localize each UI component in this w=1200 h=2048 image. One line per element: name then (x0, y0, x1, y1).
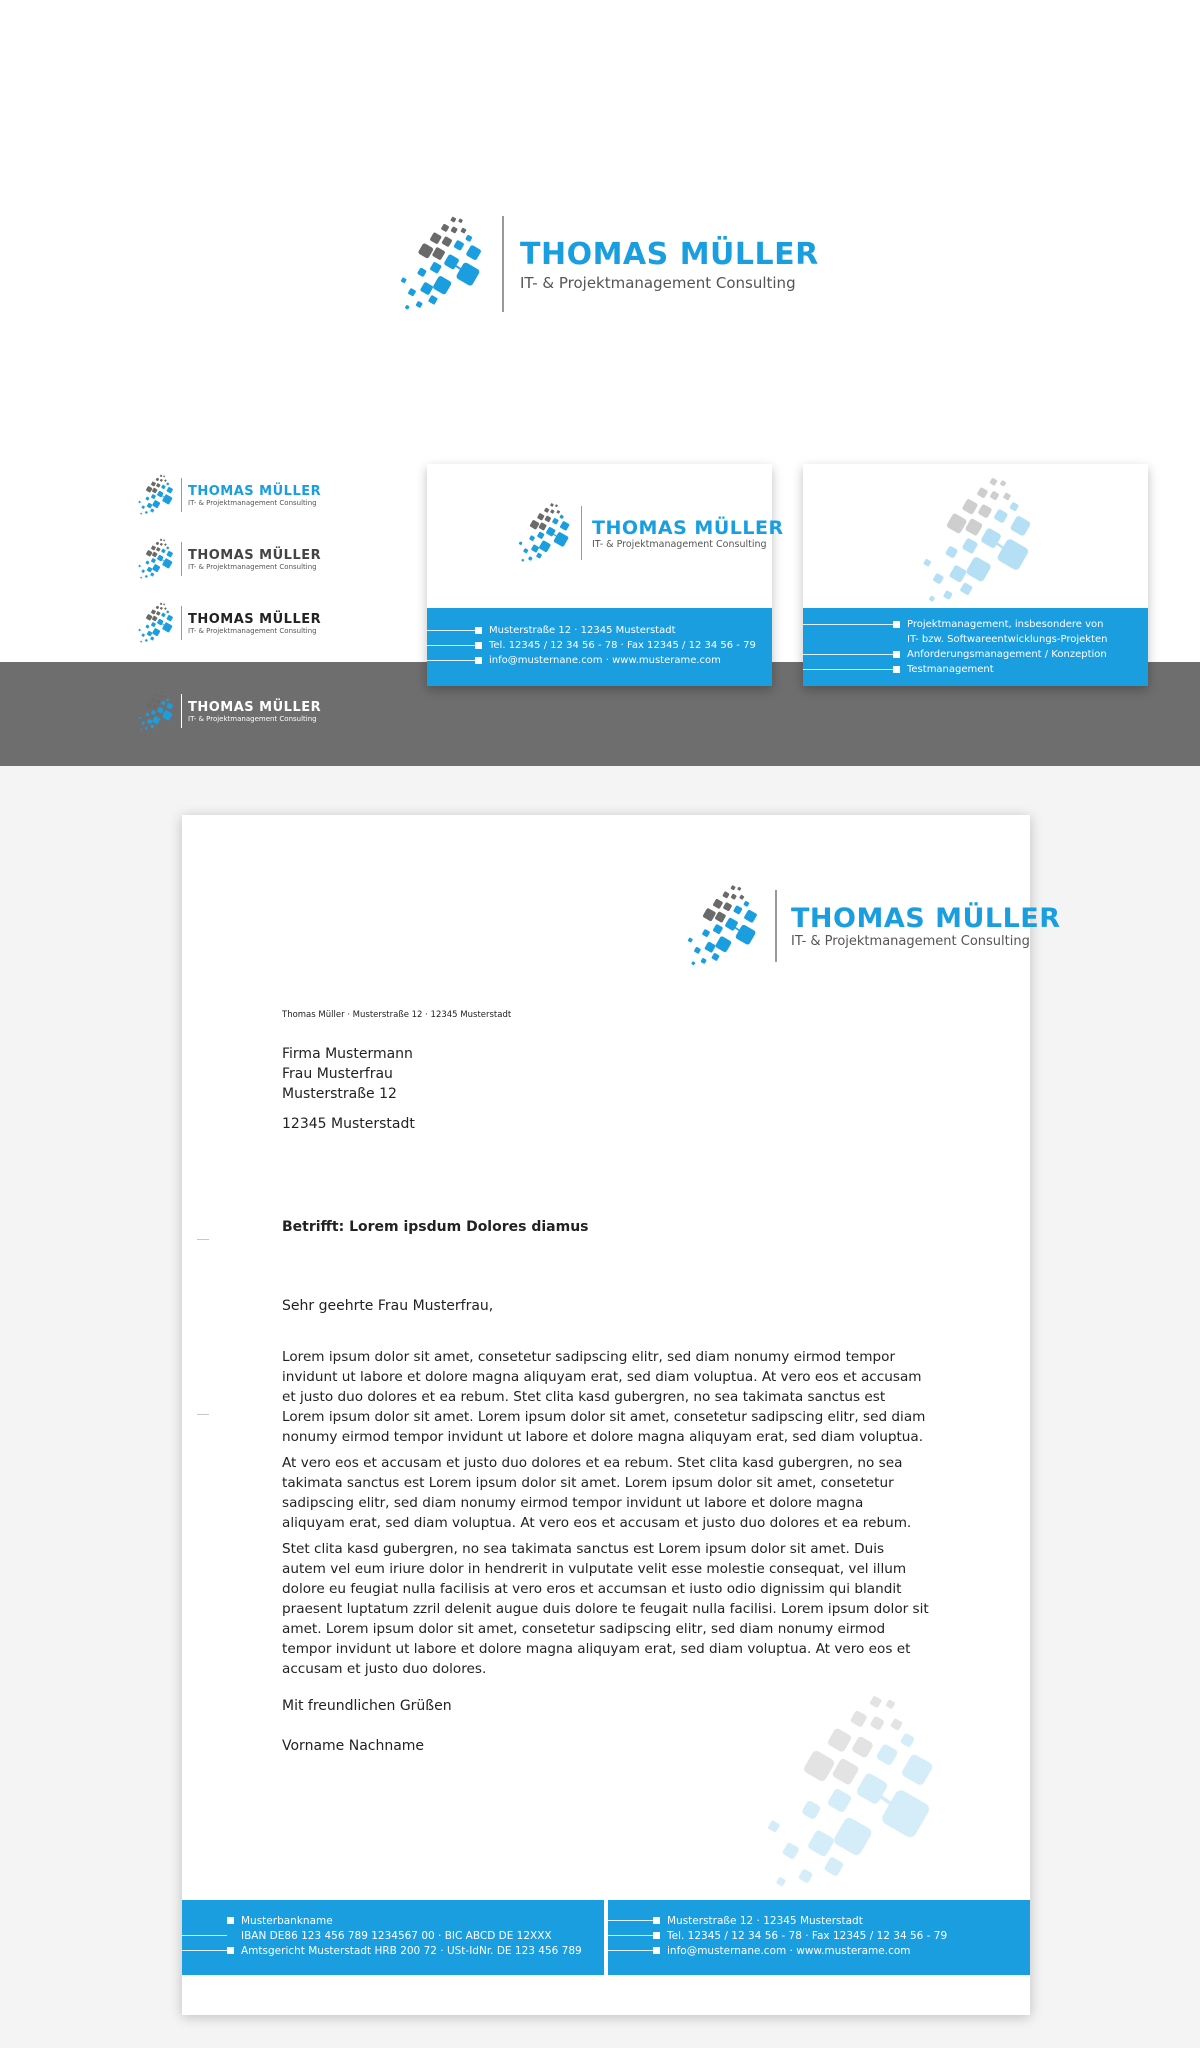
footer-line: Tel. 12345 / 12 34 56 - 78 · Fax 12345 / 12 34 56 - 79 (608, 1928, 947, 1943)
logo-tagline: IT- & Projektmanagement Consulting (188, 498, 317, 507)
logo-divider (181, 478, 182, 512)
card-line: Tel. 12345 / 12 34 56 - 78 · Fax 12345 / 12 34 56 - 79 (427, 638, 756, 653)
pixel-diamond-mark-icon (137, 690, 177, 732)
logo-name: THOMAS MÜLLER (188, 699, 322, 715)
logo-variant-color (137, 474, 321, 516)
recipient-city: 12345 Musterstadt (282, 1116, 415, 1132)
bullet-square-icon (653, 1917, 660, 1924)
logo-name: THOMAS MÜLLER (188, 547, 322, 563)
card-line: Testmanagement (803, 662, 1108, 677)
pixel-diamond-mark-icon (398, 215, 490, 313)
fold-mark (197, 1414, 209, 1415)
pixel-diamond-mark-icon (137, 538, 177, 580)
logo-divider (181, 694, 182, 728)
letter-closing: Mit freundlichen Grüßen (282, 1698, 452, 1714)
card-line: Projektmanagement, insbesondere von (803, 617, 1108, 632)
footer-line: Amtsgericht Musterstadt HRB 200 72 · USt-IdNr. DE 123 456 789 (182, 1943, 582, 1958)
pixel-diamond-mark-icon (137, 474, 177, 516)
pixel-diamond-mark-icon (517, 502, 575, 564)
card-line: IT- bzw. Softwareentwicklungs-Projekten (803, 632, 1108, 647)
fold-mark (197, 1239, 209, 1240)
logo-tagline: IT- & Projektmanagement Consulting (188, 562, 317, 571)
logo-tagline: IT- & Projektmanagement Consulting (520, 273, 796, 292)
pixel-diamond-mark-icon (685, 884, 765, 968)
logo-tagline: IT- & Projektmanagement Consulting (188, 714, 317, 723)
watermark-mark-icon (749, 1693, 964, 1893)
logo-tagline: IT- & Projektmanagement Consulting (592, 538, 767, 550)
letter-body (282, 1347, 930, 1685)
letter-salutation: Sehr geehrte Frau Musterfrau, (282, 1298, 494, 1314)
letter-footer (182, 1900, 1030, 1975)
logo-divider (581, 506, 582, 560)
logo-divider (502, 216, 504, 312)
footer-line: Musterbankname (182, 1913, 582, 1928)
logo-tagline: IT- & Projektmanagement Consulting (791, 934, 1030, 949)
card-line: Musterstraße 12 · 12345 Musterstadt (427, 623, 756, 638)
bullet-square-icon (227, 1917, 234, 1924)
card-line: info@musternane.com · www.musterame.com (427, 653, 756, 668)
pixel-diamond-mark-icon (137, 602, 177, 644)
card-logo (517, 502, 784, 564)
logo-divider (181, 606, 182, 640)
business-card-back (803, 464, 1148, 686)
logo-name: THOMAS MÜLLER (188, 483, 322, 499)
letter-signer: Vorname Nachname (282, 1738, 425, 1754)
logo-name: THOMAS MÜLLER (520, 236, 819, 272)
logo-divider (181, 542, 182, 576)
footer-contact-column (608, 1900, 1030, 1975)
card-service-lines (803, 617, 1108, 677)
bullet-square-icon (893, 651, 900, 658)
logo-tagline: IT- & Projektmanagement Consulting (188, 626, 317, 635)
footer-line: Musterstraße 12 · 12345 Musterstadt (608, 1913, 947, 1928)
body-paragraph: Lorem ipsum dolor sit amet, consetetur sadipscing elitr, sed diam nonumy eirmod tempor invidunt ut labore et dolore magna aliquyam erat, sed diam voluptua. At vero eos et accusam et justo duo dolores et ea rebum. Stet clita kasd gubergren, no sea takimata sanctus est Lorem ipsum dolor sit amet. Lorem ipsum dolor sit amet, consetetur sadipscing elitr, sed diam nonumy eirmod tempor invidunt ut labore et dolore magna aliquyam erat, sed diam voluptua. (282, 1349, 926, 1445)
letter-logo (685, 884, 1061, 968)
business-card-front (427, 464, 784, 686)
logo-divider (775, 890, 777, 962)
footer-line: info@musternane.com · www.musterame.com (608, 1943, 947, 1958)
hero-logo (398, 215, 819, 313)
logo-variant-black (137, 602, 321, 644)
bullet-square-icon (227, 1947, 234, 1954)
letter-subject: Betrifft: Lorem ipsdum Dolores diamus (282, 1219, 589, 1235)
body-paragraph: At vero eos et accusam et justo duo dolores et ea rebum. Stet clita kasd gubergren, no sea takimata sanctus est Lorem ipsum dolor sit amet. Lorem ipsum dolor sit amet, consetetur sadipscing elitr, sed diam nonumy eirmod tempor invidunt ut labore et dolore magna aliquyam erat, sed diam voluptua. At vero eos et accusam et justo duo dolores et ea rebum. (282, 1455, 912, 1531)
logo-variant-gray (137, 538, 321, 580)
letterhead-sheet (182, 815, 1061, 2015)
logo-variant-white (137, 690, 321, 732)
recipient-street: Musterstraße 12 (282, 1086, 397, 1102)
body-paragraph: Stet clita kasd gubergren, no sea takimata sanctus est Lorem ipsum dolor sit amet. Duis autem vel eum iriure dolor in hendrerit in vulputate velit esse molestie consequat, vel illum dolore eu feugiat nulla facilisis at vero eros et accumsan et iusto odio dignissim qui blandit praesent luptatum zzril delenit augue duis dolore te feugait nulla facilisi. Lorem ipsum dolor sit amet. Lorem ipsum dolor sit amet, consetetur sadipscing elitr, sed diam nonumy eirmod tempor invidunt ut labore et dolore magna aliquyam erat, sed diam voluptua. At vero eos et accusam et justo duo dolores. (282, 1541, 929, 1677)
bullet-square-icon (475, 642, 482, 649)
bullet-square-icon (475, 627, 482, 634)
sender-line: Thomas Müller · Musterstraße 12 · 12345 Musterstadt (282, 1010, 512, 1020)
card-contact-lines (427, 623, 756, 668)
bullet-square-icon (893, 621, 900, 628)
watermark-mark-icon (911, 476, 1051, 606)
bullet-square-icon (653, 1932, 660, 1939)
logo-name: THOMAS MÜLLER (791, 903, 1061, 934)
footer-line: IBAN DE86 123 456 789 1234567 00 · BIC ABCD DE 12XXX (182, 1928, 582, 1943)
footer-bank-column (182, 1900, 604, 1975)
bullet-square-icon (893, 666, 900, 673)
bullet-square-icon (653, 1947, 660, 1954)
recipient-address (282, 1044, 415, 1134)
recipient-person: Frau Musterfrau (282, 1066, 393, 1082)
bullet-square-icon (475, 657, 482, 664)
logo-name: THOMAS MÜLLER (592, 516, 784, 539)
card-line: Anforderungsmanagement / Konzeption (803, 647, 1108, 662)
logo-name: THOMAS MÜLLER (188, 611, 322, 627)
recipient-company: Firma Mustermann (282, 1046, 413, 1062)
